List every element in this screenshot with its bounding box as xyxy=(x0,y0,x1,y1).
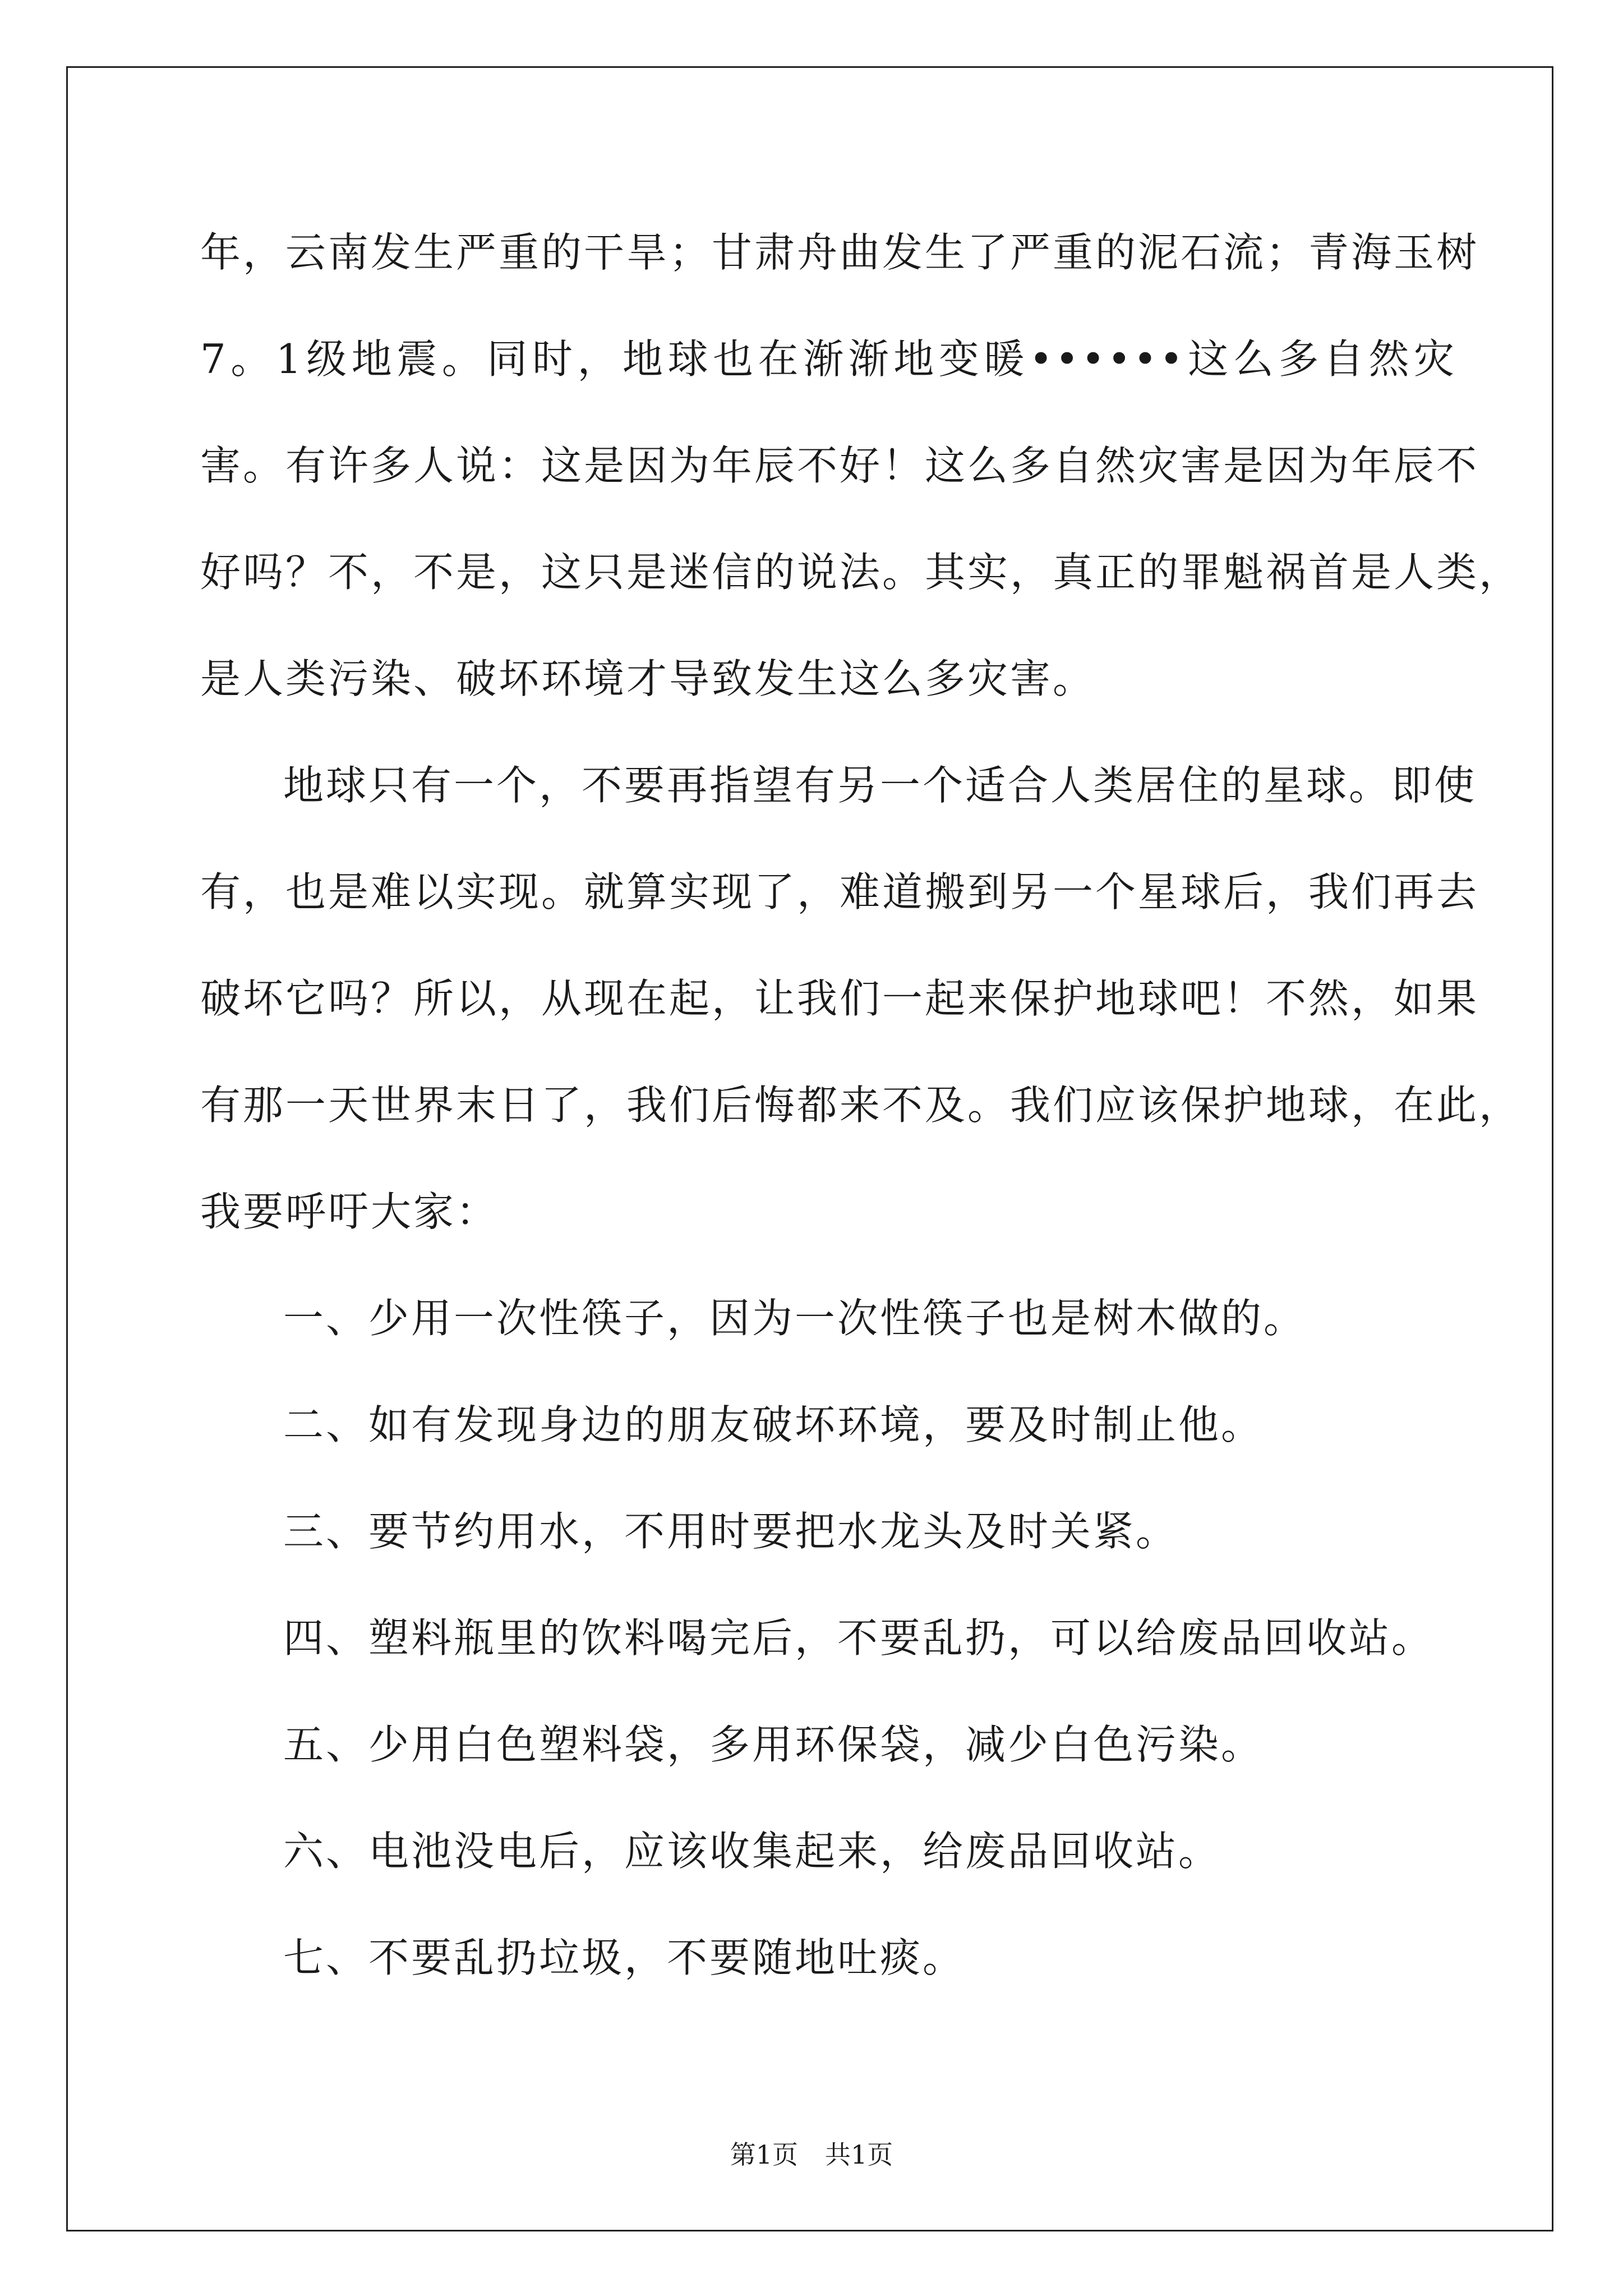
list-item: 四、塑料瓶里的饮料喝完后，不要乱扔，可以给废品回收站。 xyxy=(283,1614,1435,1662)
page-footer xyxy=(0,2134,1623,2171)
list-item: 二、如有发现身边的朋友破坏环境，要及时制止他。 xyxy=(283,1401,1264,1448)
text-line: 7。1级地震。同时，地球也在渐渐地变暖••••••这么多自然灾 xyxy=(200,335,1456,383)
list-item: 七、不要乱扔垃圾，不要随地吐痰。 xyxy=(283,1934,966,1981)
text-line: 我要呼吁大家： xyxy=(200,1188,499,1235)
text-line: 有那一天世界末日了，我们后悔都来不及。我们应该保护地球，在此， xyxy=(200,1082,1522,1129)
list-item: 六、电池没电后，应该收集起来，给废品回收站。 xyxy=(283,1828,1221,1875)
text-line: 害。有许多人说：这是因为年辰不好！这么多自然灾害是因为年辰不 xyxy=(200,442,1479,489)
text-line: 好吗？不，不是，这只是迷信的说法。其实，真正的罪魁祸首是人类， xyxy=(200,549,1522,596)
document-body xyxy=(200,219,1522,2031)
page-total: 共1页 xyxy=(825,2139,893,2170)
text-line: 年，云南发生严重的干旱；甘肃舟曲发生了严重的泥石流；青海玉树 xyxy=(200,229,1479,276)
list-item: 三、要节约用水，不用时要把水龙头及时关紧。 xyxy=(283,1508,1179,1555)
text-line: 破坏它吗？所以，从现在起，让我们一起来保护地球吧！不然，如果 xyxy=(200,975,1479,1022)
text-line: 有，也是难以实现。就算实现了，难道搬到另一个星球后，我们再去 xyxy=(200,868,1479,915)
text-line: 是人类污染、破坏环境才导致发生这么多灾害。 xyxy=(200,655,1096,702)
text-line: 地球只有一个，不要再指望有另一个适合人类居住的星球。即使 xyxy=(283,762,1477,809)
list-item: 一、少用一次性筷子，因为一次性筷子也是树木做的。 xyxy=(283,1295,1307,1342)
list-item: 五、少用白色塑料袋，多用环保袋，减少白色污染。 xyxy=(283,1721,1264,1768)
page-number: 第1页 xyxy=(730,2139,798,2170)
